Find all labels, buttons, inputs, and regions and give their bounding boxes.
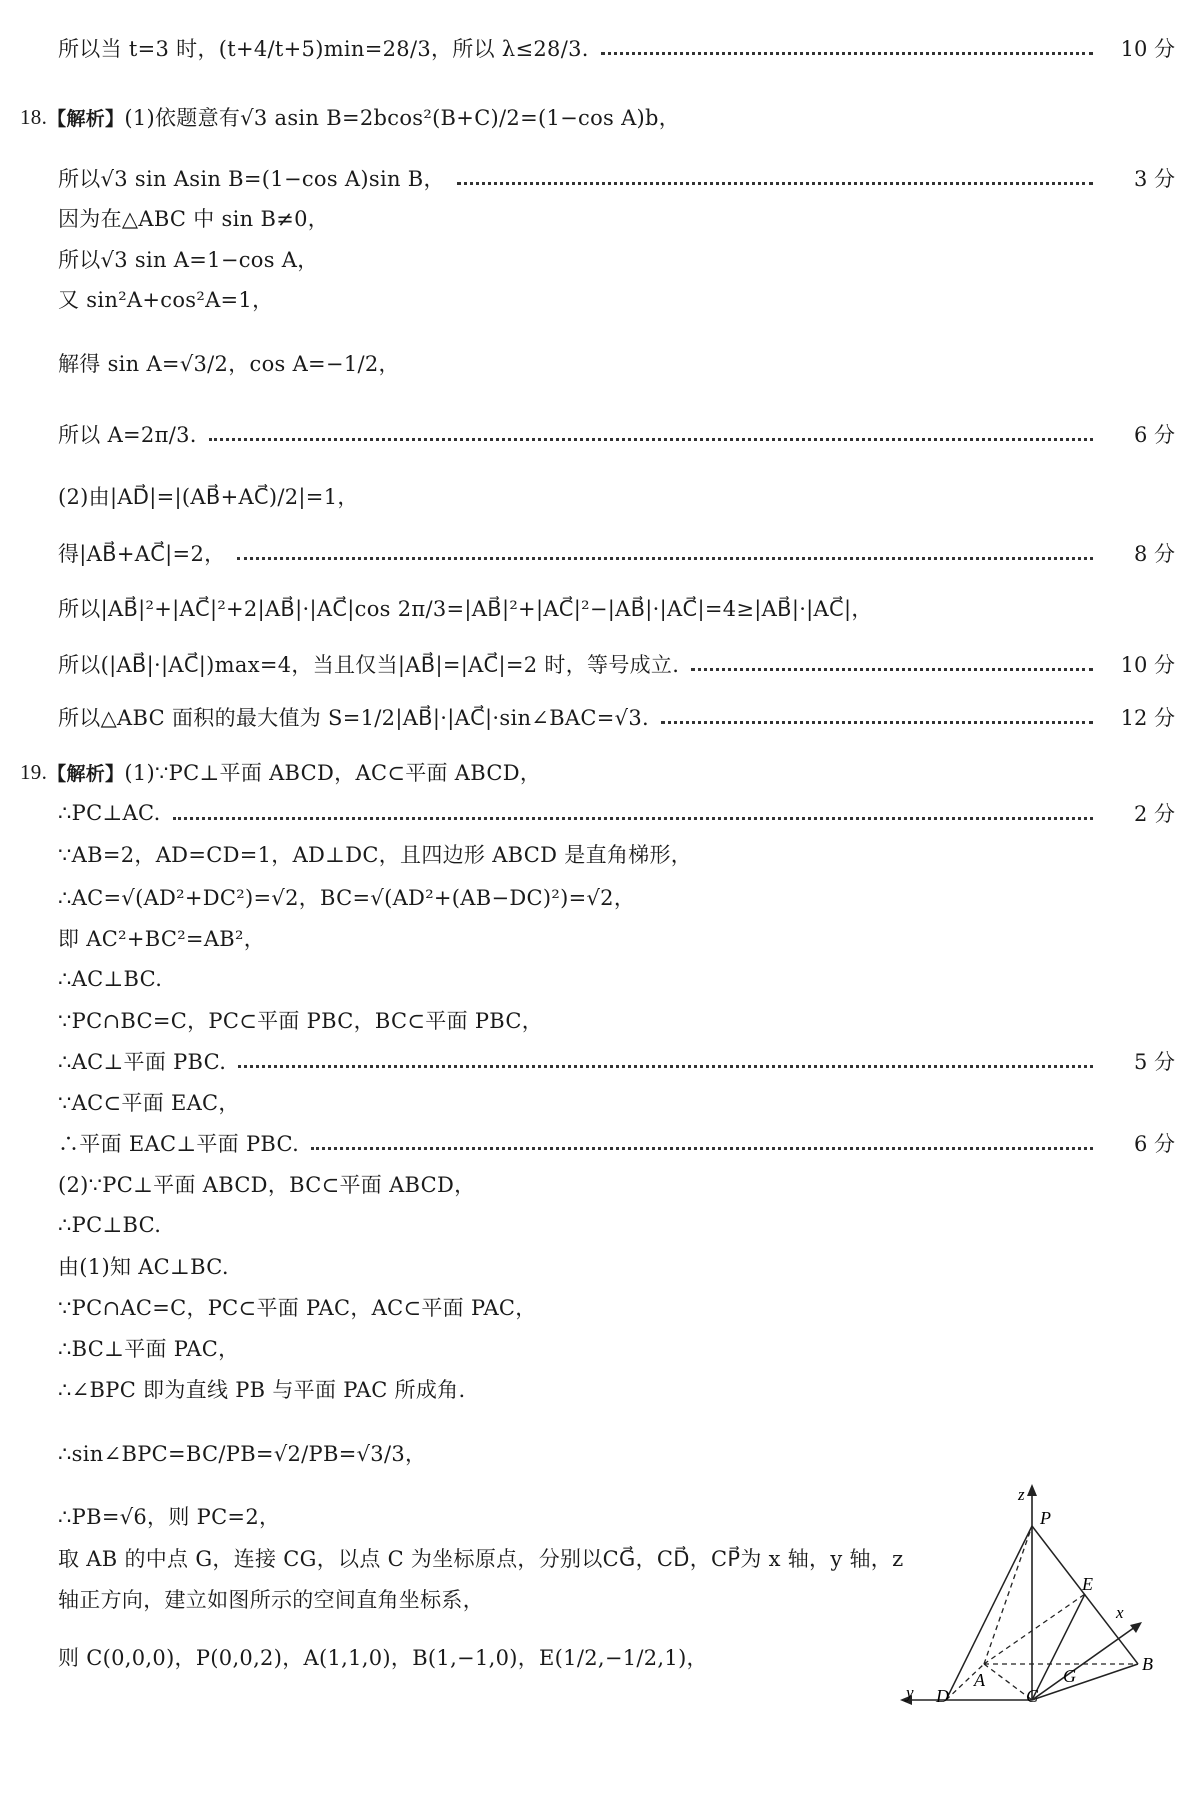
line-1	[0, 96, 1200, 138]
line-23	[0, 1163, 1200, 1205]
line-17	[0, 917, 1200, 959]
z-axis-arrow	[1027, 1484, 1037, 1496]
line-text: 又 sin²A+cos²A=1，	[58, 288, 274, 312]
dot-leader	[237, 557, 1093, 560]
line-text: 所以(|AB⃗|·|AC⃗|)max=4，当且仅当|AB⃗|=|AC⃗|=2 时，等号成立.	[58, 653, 680, 677]
dot-leader	[311, 1147, 1093, 1150]
line-text: ∴平面 EAC⊥平面 PBC.	[58, 1132, 300, 1156]
question-number: 19.	[20, 759, 48, 784]
dot-leader	[209, 438, 1093, 441]
dot-leader	[691, 668, 1093, 671]
line-text: ∴AC⊥BC.	[58, 967, 163, 991]
line-text: 所以 A=2π/3.	[58, 423, 197, 447]
dot-leader	[661, 721, 1093, 724]
line-4	[0, 238, 1200, 280]
line-2	[0, 157, 1200, 199]
score: 10 分	[1120, 37, 1175, 61]
label-x: x	[1116, 1603, 1124, 1622]
line-text: (1)∵PC⊥平面 ABCD，AC⊂平面 ABCD，	[124, 761, 542, 785]
line-24	[0, 1204, 1200, 1246]
score: 2 分	[1133, 802, 1175, 826]
dot-leader	[601, 52, 1093, 55]
line-text: (2)由|AD⃗|=|(AB⃗+AC⃗)/2|=1，	[58, 485, 359, 509]
line-text: ∵PC∩AC=C，PC⊂平面 PAC，AC⊂平面 PAC，	[58, 1296, 537, 1320]
analysis-tag: 【解析】	[47, 107, 125, 130]
line-5	[0, 278, 1200, 320]
line-25	[0, 1245, 1200, 1287]
line-7	[0, 413, 1200, 455]
question-number: 18.	[20, 104, 48, 129]
line-text: 所以|AB⃗|²+|AC⃗|²+2|AB⃗|·|AC⃗|cos 2π/3=|AB⃗|²+|AC⃗|²−|AB⃗|·|AC⃗|=4≥|AB⃗|·|AC⃗|，	[58, 597, 873, 621]
coordinate-figure	[880, 1480, 1180, 1710]
line-18	[0, 958, 1200, 1000]
line-28	[0, 1368, 1200, 1410]
score: 8 分	[1133, 542, 1175, 566]
score: 3 分	[1133, 167, 1175, 191]
line-8	[0, 475, 1200, 517]
line-0	[0, 27, 1200, 69]
line-text: 即 AC²+BC²=AB²，	[58, 927, 266, 951]
score: 10 分	[1120, 653, 1175, 677]
line-text: 因为在△ABC 中 sin B≠0，	[58, 207, 330, 231]
line-text: 则 C(0,0,0)，P(0,0,2)，A(1,1,0)，B(1,−1,0)，E(1/2,−1/2,1)，	[58, 1646, 708, 1670]
line-text: 取 AB 的中点 G，连接 CG，以点 C 为坐标原点，分别以CG⃗，CD⃗，CP⃗为 x 轴，y 轴，z	[58, 1547, 904, 1571]
edge-PD	[946, 1526, 1032, 1700]
label-z: z	[1018, 1485, 1025, 1504]
label-G: G	[1063, 1666, 1076, 1686]
line-text: 轴正方向，建立如图所示的空间直角坐标系，	[58, 1588, 484, 1612]
line-text: (1)依题意有√3 asin B=2bcos²(B+C)/2=(1−cos A)b，	[124, 106, 681, 130]
line-13	[0, 751, 1200, 793]
line-16	[0, 876, 1200, 918]
line-text: (2)∵PC⊥平面 ABCD，BC⊂平面 ABCD，	[58, 1173, 476, 1197]
label-y: y	[906, 1683, 914, 1702]
line-text: 由(1)知 AC⊥BC.	[58, 1255, 229, 1279]
line-text: ∴AC⊥平面 PBC.	[58, 1050, 227, 1074]
line-27	[0, 1327, 1200, 1369]
dot-leader	[173, 817, 1093, 820]
line-14	[0, 792, 1200, 834]
label-B: B	[1142, 1654, 1153, 1674]
label-C: C	[1026, 1686, 1039, 1706]
line-6	[0, 342, 1200, 384]
dot-leader	[238, 1065, 1093, 1068]
line-text: ∴∠BPC 即为直线 PB 与平面 PAC 所成角.	[58, 1378, 466, 1402]
line-text: ∴PC⊥BC.	[58, 1213, 162, 1237]
line-text: ∴BC⊥平面 PAC，	[58, 1337, 240, 1361]
line-text: ∴PB=√6，则 PC=2，	[58, 1505, 281, 1529]
line-text: ∵AB=2，AD=CD=1，AD⊥DC，且四边形 ABCD 是直角梯形，	[58, 843, 693, 867]
score: 5 分	[1133, 1050, 1175, 1074]
line-21	[0, 1081, 1200, 1123]
line-10	[0, 587, 1200, 629]
score: 6 分	[1133, 1132, 1175, 1156]
line-text: 解得 sin A=√3/2，cos A=−1/2，	[58, 352, 400, 376]
line-text: 得|AB⃗+AC⃗|=2，	[58, 542, 226, 566]
line-text: 所以√3 sin A=1−cos A，	[58, 248, 319, 272]
line-12	[0, 696, 1200, 738]
label-P: P	[1040, 1508, 1051, 1528]
line-3	[0, 197, 1200, 239]
analysis-tag: 【解析】	[47, 762, 125, 785]
line-text: ∵PC∩BC=C，PC⊂平面 PBC，BC⊂平面 PBC，	[58, 1009, 544, 1033]
x-axis-arrow	[1130, 1622, 1142, 1633]
line-text: ∵AC⊂平面 EAC，	[58, 1091, 240, 1115]
line-text: ∴sin∠BPC=BC/PB=√2/PB=√3/3，	[58, 1442, 427, 1466]
line-11	[0, 643, 1200, 685]
line-19	[0, 999, 1200, 1041]
line-15	[0, 833, 1200, 875]
dot-leader	[457, 182, 1093, 185]
line-text: 所以当 t=3 时，(t+4/t+5)min=28/3，所以 λ≤28/3.	[58, 37, 589, 61]
line-26	[0, 1286, 1200, 1328]
line-text: ∴PC⊥AC.	[58, 801, 161, 825]
line-22	[0, 1122, 1200, 1164]
line-20	[0, 1040, 1200, 1082]
score: 12 分	[1120, 706, 1175, 730]
line-text: ∴AC=√(AD²+DC²)=√2，BC=√(AD²+(AB−DC)²)=√2，	[58, 886, 636, 910]
label-A: A	[974, 1670, 985, 1690]
line-29	[0, 1432, 1200, 1474]
line-text: 所以△ABC 面积的最大值为 S=1/2|AB⃗|·|AC⃗|·sin∠BAC=√3.	[58, 706, 649, 730]
score: 6 分	[1133, 423, 1175, 447]
label-E: E	[1082, 1574, 1093, 1594]
line-9	[0, 532, 1200, 574]
label-D: D	[936, 1686, 949, 1706]
line-text: 所以√3 sin Asin B=(1−cos A)sin B，	[58, 167, 445, 191]
